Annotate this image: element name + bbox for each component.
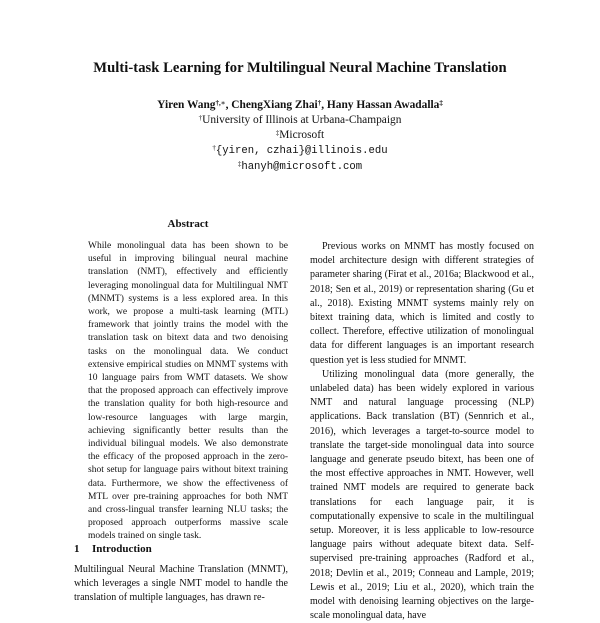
- section-number: 1: [74, 543, 80, 555]
- author-block: [0, 98, 600, 175]
- affiliation-text: Microsoft: [279, 129, 325, 141]
- author-mark: †,∗: [215, 99, 226, 107]
- introduction-text: Multilingual Neural Machine Translation (MNMT), which leverages a single NMT model to handle the translation of multiple languages, has drawn re-: [74, 564, 288, 604]
- right-column: [310, 240, 534, 623]
- email-text: hanyh@microsoft.com: [241, 161, 363, 173]
- email: [0, 159, 600, 175]
- affiliation-mark: †: [198, 114, 203, 122]
- abstract-text: While monolingual data has been shown to be useful in improving bilingual neural machine translation (NMT), effectively and efficiently leveraging monolingual data for Multilingual NMT (MNMT) systems is a less explored area. In this work, we propose a multi-task learning (MTL) framework that jointly trains the model with the translation task on bitext data and two denoising tasks on the monolingual data. We conduct extensive empirical studies on MNMT systems with 10 language pairs from WMT datasets. We show that the proposed approach can effectively improve the translation quality for both high-resource and low-resource languages with large margin, achieving significantly better results than the individual bilingual models. We also demonstrate the efficacy of the proposed approach in the zero-shot setup for language pairs without bitext training data. Furthermore, we show the effectiveness of MTL over pre-training approaches for both NMT and cross-lingual transfer learning NLU tasks; the proposed approach outperforms massive scale models trained on single task.: [88, 241, 288, 542]
- paragraph: Previous works on MNMT has mostly focused on model architecture design with different strategies of parameter sharing (Firat et al., 2016a; Blackwood et al., 2018; Sen et al., 2019) or representation sharing (Gu et al., 2018). Existing MNMT systems mainly rely on bitext training data, which is limited and costly to collect. Therefore, effective utilization of monolingual data for different languages is an important research question yet is less studied for MNMT.: [310, 241, 534, 366]
- paper-title: Multi-task Learning for Multilingual Neural Machine Translation: [93, 60, 507, 76]
- email-text: {yiren, czhai}@illinois.edu: [215, 145, 388, 157]
- affiliation-mark: ‡: [275, 129, 280, 137]
- abstract-heading: Abstract: [167, 218, 209, 230]
- paragraph: Utilizing monolingual data (more generally, the unlabeled data) has been widely explored in various NMT and natural language processing (NLP) applications. Back translation (BT) (Sennrich et al., 2016), which leverages a target-to-source model to translate the target-side monolingual data into source language and generate pseudo bitext, has been one of the most effective approaches in NMT. However, well trained NMT models are required to generate back translations for each language pair, it is computationally expensive to scale in the multilingual setup. Moreover, it is less applicable to low-resource language pairs without adequate bitext data. Self-supervised pre-training approaches (Radford et al., 2018; Devlin et al., 2019; Conneau and Lample, 2019; Lewis et al., 2019; Liu et al., 2020), which train the model with denoising learning objectives on the large-scale monolingual data, have: [310, 368, 534, 622]
- email: [0, 143, 600, 159]
- author-name: Hany Hassan Awadalla: [326, 99, 440, 111]
- affiliation: [0, 113, 600, 128]
- affiliation-text: University of Illinois at Urbana-Champaign: [202, 114, 402, 126]
- abstract-body: [88, 240, 288, 544]
- email-mark: †: [212, 144, 216, 152]
- author-name: ChengXiang Zhai: [231, 99, 318, 111]
- affiliation: [0, 128, 600, 143]
- section-title: Introduction: [92, 543, 152, 555]
- author-names: Yiren Wang†,∗, ChengXiang Zhai†, Hany Hassan Awadalla‡: [157, 99, 443, 111]
- author-mark: †: [317, 99, 322, 107]
- introduction-body: [74, 563, 288, 606]
- section-heading: [74, 543, 152, 555]
- author-name: Yiren Wang: [157, 99, 216, 111]
- email-mark: ‡: [237, 160, 242, 168]
- author-mark: ‡: [439, 99, 443, 107]
